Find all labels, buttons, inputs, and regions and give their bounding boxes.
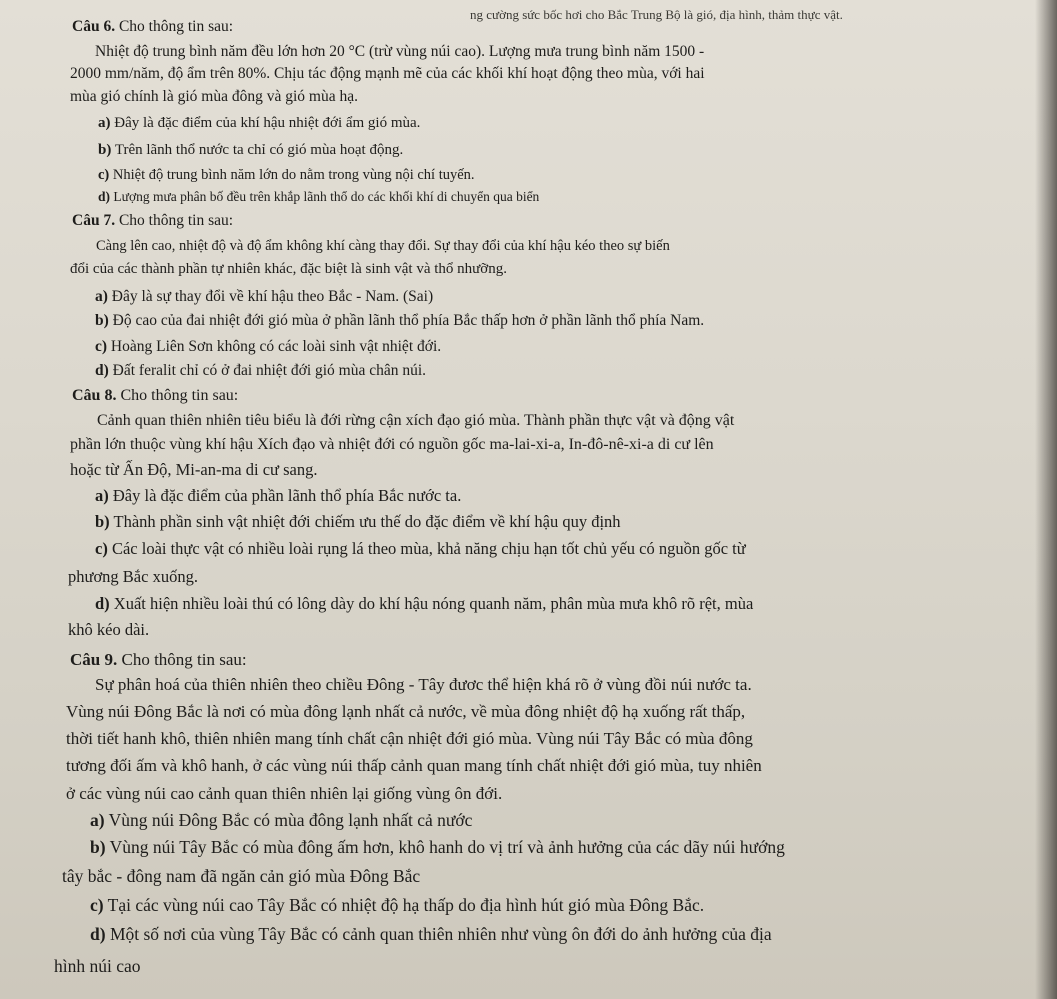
- q8-option-a-text: Đây là đặc điểm của phần lãnh thổ phía Bắc nước ta.: [108, 486, 462, 505]
- q9-option-a-text: Vùng núi Đông Bắc có mùa đông lạnh nhất cả nước: [104, 810, 473, 830]
- q7-option-d-key: d): [95, 362, 109, 379]
- q8-option-b-text: Thành phần sinh vật nhiệt đới chiếm ưu thế do đặc điểm về khí hậu quy định: [109, 512, 621, 531]
- q7-option-c: [95, 339, 441, 355]
- q6-option-b: [98, 143, 403, 158]
- q7-option-c-key: c): [95, 338, 108, 355]
- q8-option-d: [95, 596, 753, 613]
- q6-option-a-text: Đây là đặc điểm của khí hậu nhiệt đới ẩm gió mùa.: [110, 115, 421, 131]
- q9-option-c-key: c): [90, 895, 104, 915]
- q6-number: Câu 6.: [72, 18, 116, 35]
- q8-number: Câu 8.: [72, 387, 117, 404]
- q6-para-line-2: 2000 mm/năm, độ ẩm trên 80%. Chịu tác động mạnh mẽ của các khối khí hoạt động theo mùa, với hai: [70, 65, 705, 82]
- q9-option-c: [90, 897, 704, 915]
- q6-option-b-text: Trên lãnh thổ nước ta chỉ có gió mùa hoạt động.: [111, 142, 404, 158]
- q6-title: Cho thông tin sau:: [115, 18, 234, 35]
- q8-option-c-text: Các loài thực vật có nhiều loài rụng lá theo mùa, khả năng chịu hạn tốt chủ yếu có nguồn gốc từ: [107, 539, 746, 558]
- top-fragment-line: ng cường sức bốc hơi cho Bắc Trung Bộ là gió, địa hình, thảm thực vật.: [470, 7, 843, 22]
- q9-number: Câu 9.: [70, 650, 118, 669]
- q9-option-b: [90, 839, 785, 857]
- q8-option-b: [95, 514, 621, 531]
- q6-option-c: [98, 168, 475, 183]
- q9-option-a-key: a): [90, 810, 105, 830]
- q7-para-line-2: đổi của các thành phần tự nhiên khác, đặc biệt là sinh vật và thổ nhưỡng.: [70, 261, 507, 277]
- q6-option-b-key: b): [98, 142, 112, 158]
- q7-heading: [72, 213, 233, 229]
- q8-option-c-continuation: phương Bắc xuống.: [68, 567, 198, 586]
- q6-option-d: [98, 190, 539, 204]
- q9-option-d-text: Một số nơi của vùng Tây Bắc có cảnh quan thiên nhiên như vùng ôn đới do ảnh hưởng của địa: [105, 924, 772, 944]
- q7-option-b: [95, 313, 704, 329]
- q8-option-c-key: c): [95, 539, 108, 558]
- q7-option-b-key: b): [95, 312, 109, 329]
- q8-option-a: [95, 488, 461, 505]
- q6-option-d-text: Lượng mưa phân bố đều trên khắp lãnh thổ do các khối khí di chuyển qua biển: [110, 189, 540, 204]
- q6-option-a-key: a): [98, 115, 111, 131]
- q9-para-line-3: thời tiết hanh khô, thiên nhiên mang tính chất cận nhiệt đới gió mùa. Vùng núi Tây Bắc có mùa đông: [66, 729, 753, 748]
- q6-heading: [72, 19, 233, 35]
- q8-option-d-text: Xuất hiện nhiều loài thú có lông dày do khí hậu nóng quanh năm, phân mùa mưa khô rõ rệt, mùa: [109, 594, 754, 613]
- q9-option-b-key: b): [90, 837, 106, 857]
- q7-option-a-key: a): [95, 288, 108, 305]
- q6-para-line-1: Nhiệt độ trung bình năm đều lớn hơn 20 °C (trừ vùng núi cao). Lượng mưa trung bình năm 1500 -: [95, 43, 705, 60]
- q7-option-a: [95, 289, 433, 305]
- q8-option-d-key: d): [95, 594, 110, 613]
- q7-para-line-1: Càng lên cao, nhiệt độ và độ ẩm không khí càng thay đổi. Sự thay đổi của khí hậu kéo theo sự biến: [96, 238, 670, 254]
- q9-para-line-4: tương đối ấm và khô hanh, ở các vùng núi thấp cảnh quan mang tính chất nhiệt đới gió mùa, tuy nhiên: [66, 756, 762, 775]
- q6-option-c-text: Nhiệt độ trung bình năm lớn do nằm trong vùng nội chí tuyến.: [109, 167, 475, 183]
- q6-option-c-key: c): [98, 167, 110, 183]
- q9-heading: [70, 651, 247, 668]
- q9-para-line-1: Sự phân hoá của thiên nhiên theo chiều Đông - Tây đươc thể hiện khá rõ ở vùng đồi núi nước ta.: [95, 675, 752, 694]
- q9-option-d-continuation: hình núi cao: [54, 956, 141, 976]
- q8-para-line-3: hoặc từ Ấn Độ, Mi-an-ma di cư sang.: [70, 460, 318, 479]
- q7-option-d: [95, 363, 426, 379]
- page-shadow-edge: [1035, 0, 1057, 999]
- q9-para-line-5: ở các vùng núi cao cảnh quan thiên nhiên lại giống vùng ôn đới.: [66, 784, 503, 803]
- q7-number: Câu 7.: [72, 212, 116, 229]
- q7-title: Cho thông tin sau:: [115, 212, 234, 229]
- q7-option-d-text: Đất feralit chỉ có ở đai nhiệt đới gió mùa chân núi.: [108, 362, 427, 379]
- q9-option-a: [90, 812, 472, 830]
- q6-option-d-key: d): [98, 189, 111, 204]
- q8-heading: [72, 388, 238, 404]
- q9-option-c-text: Tại các vùng núi cao Tây Bắc có nhiệt độ hạ thấp do địa hình hút gió mùa Đông Bắc.: [103, 895, 705, 915]
- q8-title: Cho thông tin sau:: [116, 387, 239, 404]
- q8-option-b-key: b): [95, 512, 110, 531]
- q8-option-c: [95, 541, 746, 558]
- q9-option-d-key: d): [90, 924, 106, 944]
- q7-option-c-text: Hoàng Liên Sơn không có các loài sinh vật nhiệt đới.: [107, 338, 442, 355]
- q8-option-a-key: a): [95, 486, 109, 505]
- q7-option-b-text: Độ cao của đai nhiệt đới gió mùa ở phần lãnh thổ phía Bắc thấp hơn ở phần lãnh thổ phía Nam.: [108, 312, 705, 329]
- q9-option-b-text: Vùng núi Tây Bắc có mùa đông ấm hơn, khô hanh do vị trí và ảnh hưởng của các dãy núi hướng: [105, 837, 785, 857]
- q8-para-line-2: phần lớn thuộc vùng khí hậu Xích đạo và nhiệt đới có nguồn gốc ma-lai-xi-a, In-đô-nê-xi-a di cư lên: [70, 436, 714, 453]
- q6-option-a: [98, 116, 420, 131]
- q8-option-d-continuation: khô kéo dài.: [68, 620, 150, 639]
- q9-option-d: [90, 926, 772, 944]
- q9-para-line-2: Vùng núi Đông Bắc là nơi có mùa đông lạnh nhất cả nước, về mùa đông nhiệt độ hạ xuống rất thấp,: [66, 702, 746, 721]
- q9-option-b-continuation: tây bắc - đông nam đã ngăn cản gió mùa Đông Bắc: [62, 866, 421, 886]
- q9-title: Cho thông tin sau:: [117, 650, 247, 669]
- q8-para-line-1: Cảnh quan thiên nhiên tiêu biểu là đới rừng cận xích đạo gió mùa. Thành phần thực vật và động vật: [97, 412, 735, 429]
- q6-para-line-3: mùa gió chính là gió mùa đông và gió mùa hạ.: [70, 88, 358, 105]
- q7-option-a-text: Đây là sự thay đổi về khí hậu theo Bắc - Nam. (Sai): [107, 288, 434, 305]
